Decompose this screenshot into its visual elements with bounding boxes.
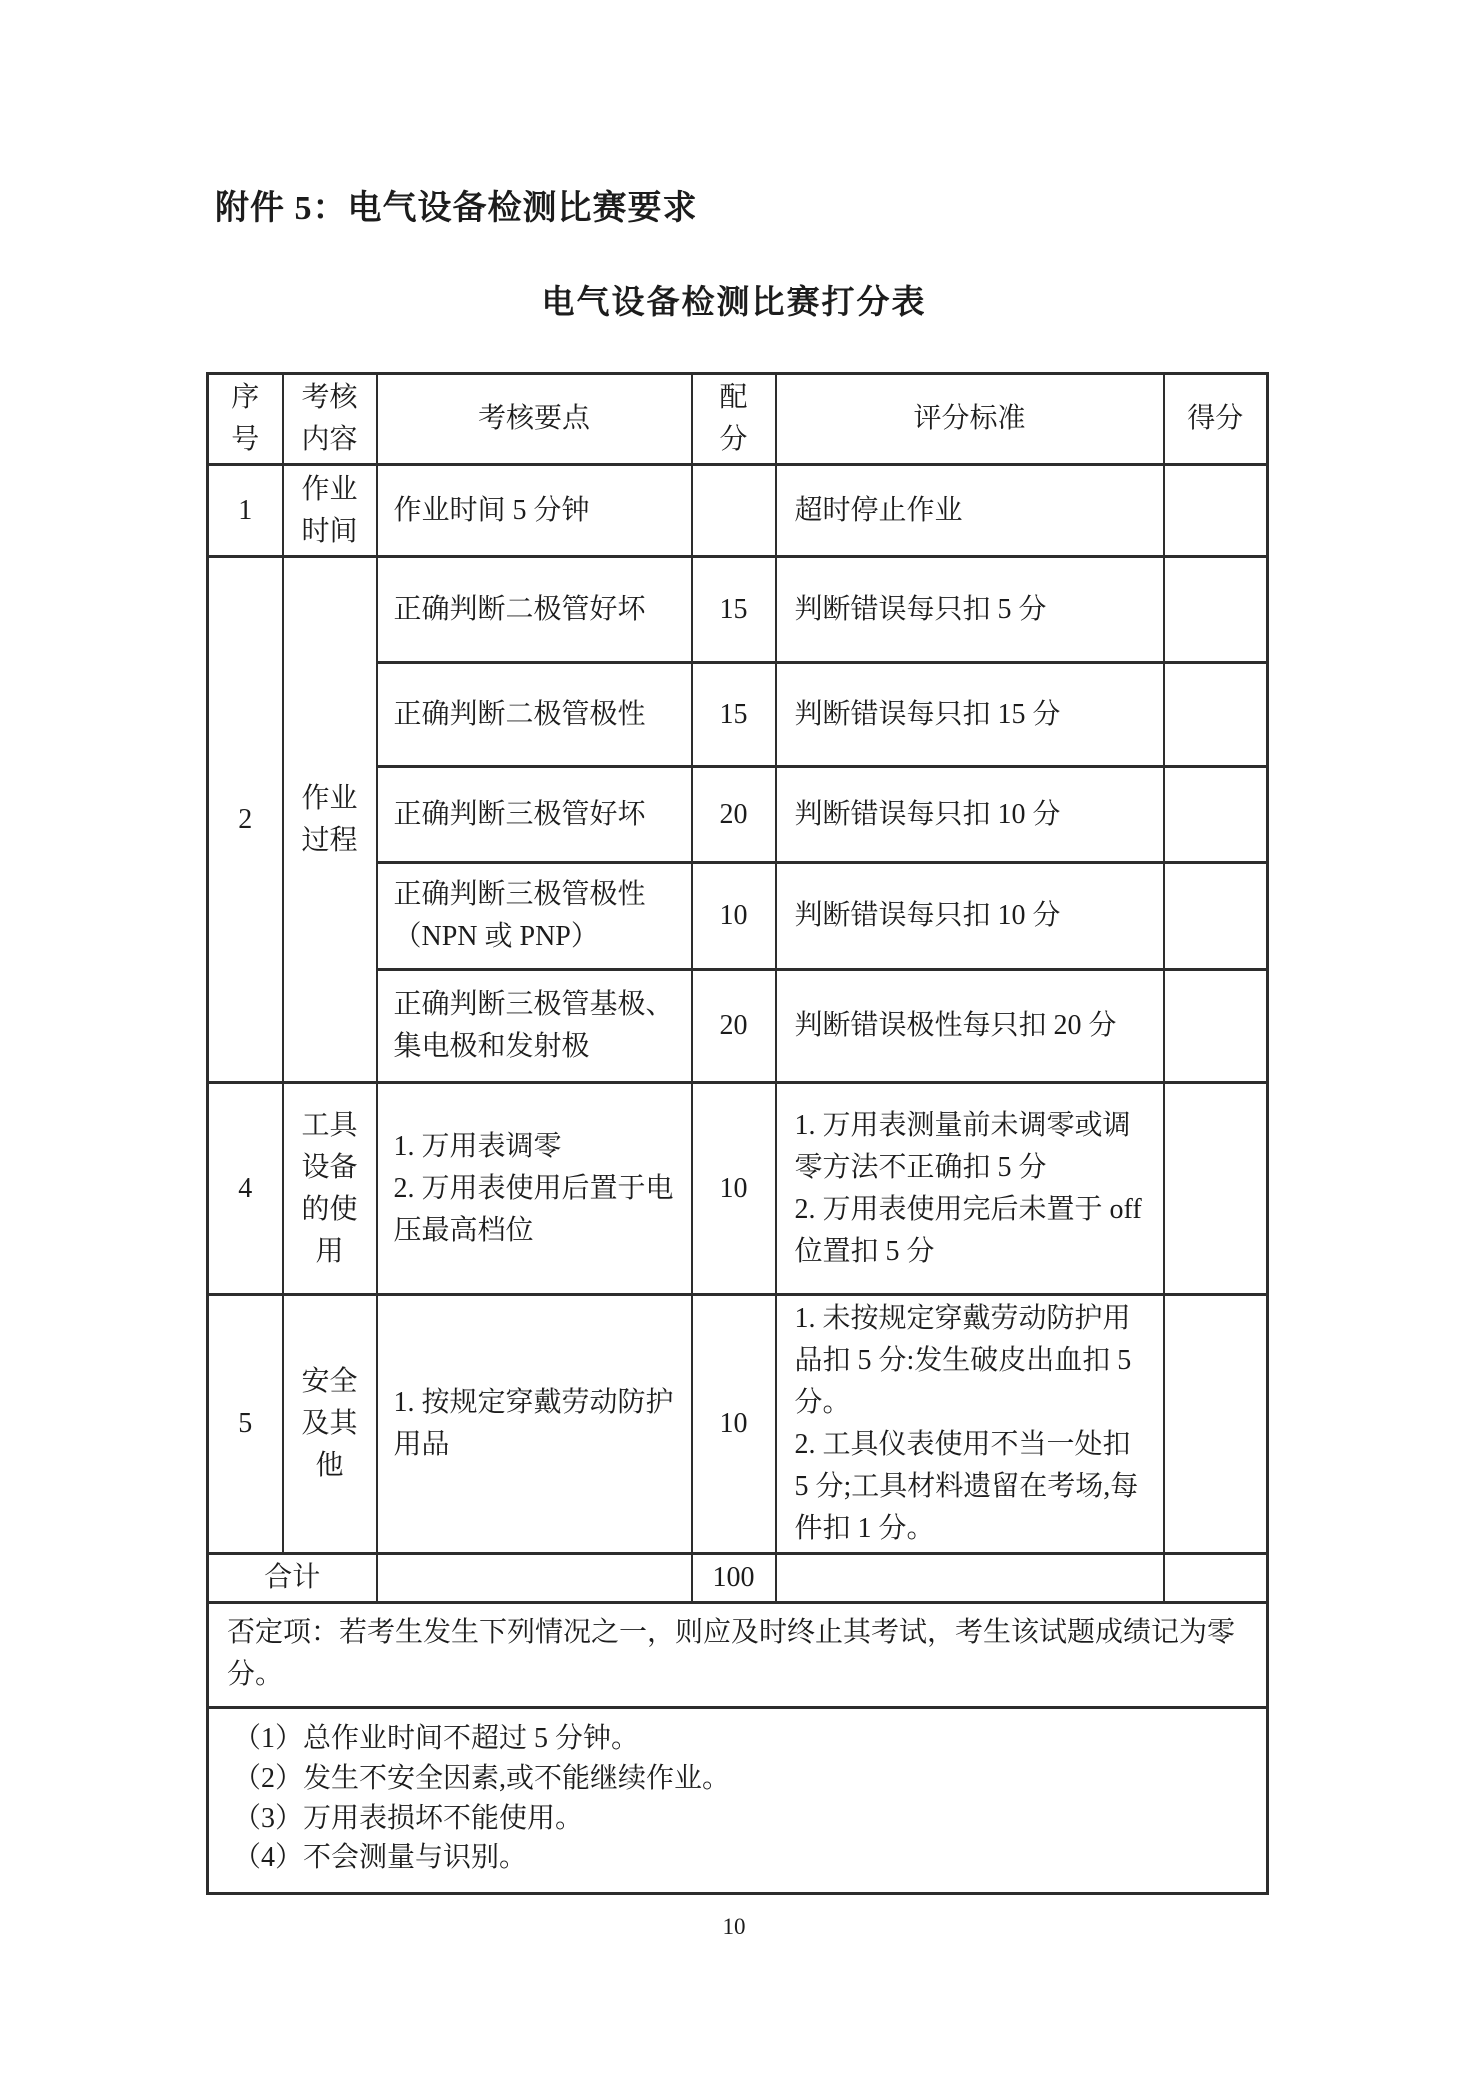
cell-index: 5: [208, 1295, 283, 1554]
table-header-row: [208, 374, 1268, 465]
criteria-item: 1. 万用表测量前未调零或调零方法不正确扣 5 分: [794, 1109, 1131, 1183]
cell-index: 1: [208, 465, 283, 557]
condition-item: （3）万用表损坏不能使用。: [233, 1802, 584, 1834]
table-row: [208, 557, 1268, 663]
condition-item: （4）不会测量与识别。: [233, 1842, 528, 1874]
cell-score: [1164, 1295, 1268, 1554]
column-header-index: 序号: [208, 374, 283, 465]
criteria-item: 2. 万用表使用完后未置于 off 位置扣 5 分: [794, 1193, 1142, 1267]
condition-item: （1）总作业时间不超过 5 分钟。: [233, 1723, 640, 1754]
cell-allocation: 10: [692, 863, 776, 970]
veto-clause: 否定项：若考生发生下列情况之一，则应及时终止其考试，考生该试题成绩记为零分。: [208, 1603, 1268, 1708]
cell-criteria: [776, 1083, 1164, 1295]
cell-criteria: 判断错误每只扣 10 分: [776, 863, 1164, 970]
cell-score: [1164, 1083, 1268, 1295]
conditions-row: [208, 1708, 1268, 1894]
cell-point: 正确判断三极管好坏: [377, 767, 692, 863]
column-header-allocation: 配分: [692, 374, 776, 465]
cell-score: [1164, 767, 1268, 863]
cell-score: [1164, 465, 1268, 557]
criteria-item: 1. 未按规定穿戴劳动防护用品扣 5 分:发生破皮出血扣 5 分。: [794, 1303, 1132, 1418]
cell-index: 2: [208, 557, 283, 1083]
condition-item: （2）发生不安全因素,或不能继续作业。: [233, 1762, 731, 1794]
cell-criteria: [776, 1295, 1164, 1554]
table-row: [208, 1083, 1268, 1295]
cell-allocation: [692, 465, 776, 557]
total-label: 合计: [208, 1554, 377, 1603]
total-row: [208, 1554, 1268, 1603]
cell-point: 正确判断二极管极性: [377, 663, 692, 767]
cell-score: [1164, 663, 1268, 767]
cell-score: [1164, 557, 1268, 663]
total-allocation: 100: [692, 1554, 776, 1603]
cell-point: [377, 1295, 692, 1554]
cell-score: [1164, 970, 1268, 1083]
page-number: 10: [722, 1914, 746, 1939]
cell-point: 正确判断二极管好坏: [377, 557, 692, 663]
point-item: 2. 万用表使用后置于电压最高档位: [393, 1172, 674, 1246]
cell-category: 作业时间: [283, 465, 377, 557]
cell-index: 4: [208, 1083, 283, 1295]
cell-point: [377, 1554, 692, 1603]
cell-allocation: 10: [692, 1083, 776, 1295]
cell-category: 安全及其他: [283, 1295, 377, 1554]
column-header-category: 考核内容: [283, 374, 377, 465]
column-header-point: 考核要点: [377, 374, 692, 465]
column-header-score: 得分: [1164, 374, 1268, 465]
cell-criteria: [776, 1554, 1164, 1603]
table-row: [208, 1295, 1268, 1554]
cell-score: [1164, 863, 1268, 970]
cell-criteria: 判断错误极性每只扣 20 分: [776, 970, 1164, 1083]
cell-point: 正确判断三极管基极、集电极和发射极: [377, 970, 692, 1083]
cell-criteria: 超时停止作业: [776, 465, 1164, 557]
cell-allocation: 20: [692, 970, 776, 1083]
point-item: 1. 按规定穿戴劳动防护用品: [393, 1387, 674, 1460]
cell-criteria: 判断错误每只扣 5 分: [776, 557, 1164, 663]
conditions-list: [208, 1708, 1268, 1894]
cell-criteria: 判断错误每只扣 15 分: [776, 663, 1164, 767]
cell-allocation: 15: [692, 663, 776, 767]
cell-allocation: 15: [692, 557, 776, 663]
point-item: 1. 万用表调零: [393, 1130, 562, 1162]
cell-category: 工具设备的使用: [283, 1083, 377, 1295]
cell-category: 作业过程: [283, 557, 377, 1083]
criteria-item: 2. 工具仪表使用不当一处扣 5 分;工具材料遗留在考场,每件扣 1 分。: [794, 1429, 1139, 1544]
table-title: 电气设备检测比赛打分表: [541, 285, 927, 321]
table-row: [208, 465, 1268, 557]
attachment-title: 附件 5：电气设备检测比赛要求: [215, 190, 698, 227]
score-table: [206, 372, 1269, 1895]
cell-score: [1164, 1554, 1268, 1603]
veto-row: [208, 1603, 1268, 1708]
cell-criteria: 判断错误每只扣 10 分: [776, 767, 1164, 863]
cell-point: 正确判断三极管极性（NPN 或 PNP）: [377, 863, 692, 970]
cell-point: [377, 1083, 692, 1295]
cell-allocation: 20: [692, 767, 776, 863]
column-header-criteria: 评分标准: [776, 374, 1164, 465]
cell-allocation: 10: [692, 1295, 776, 1554]
cell-point: 作业时间 5 分钟: [377, 465, 692, 557]
